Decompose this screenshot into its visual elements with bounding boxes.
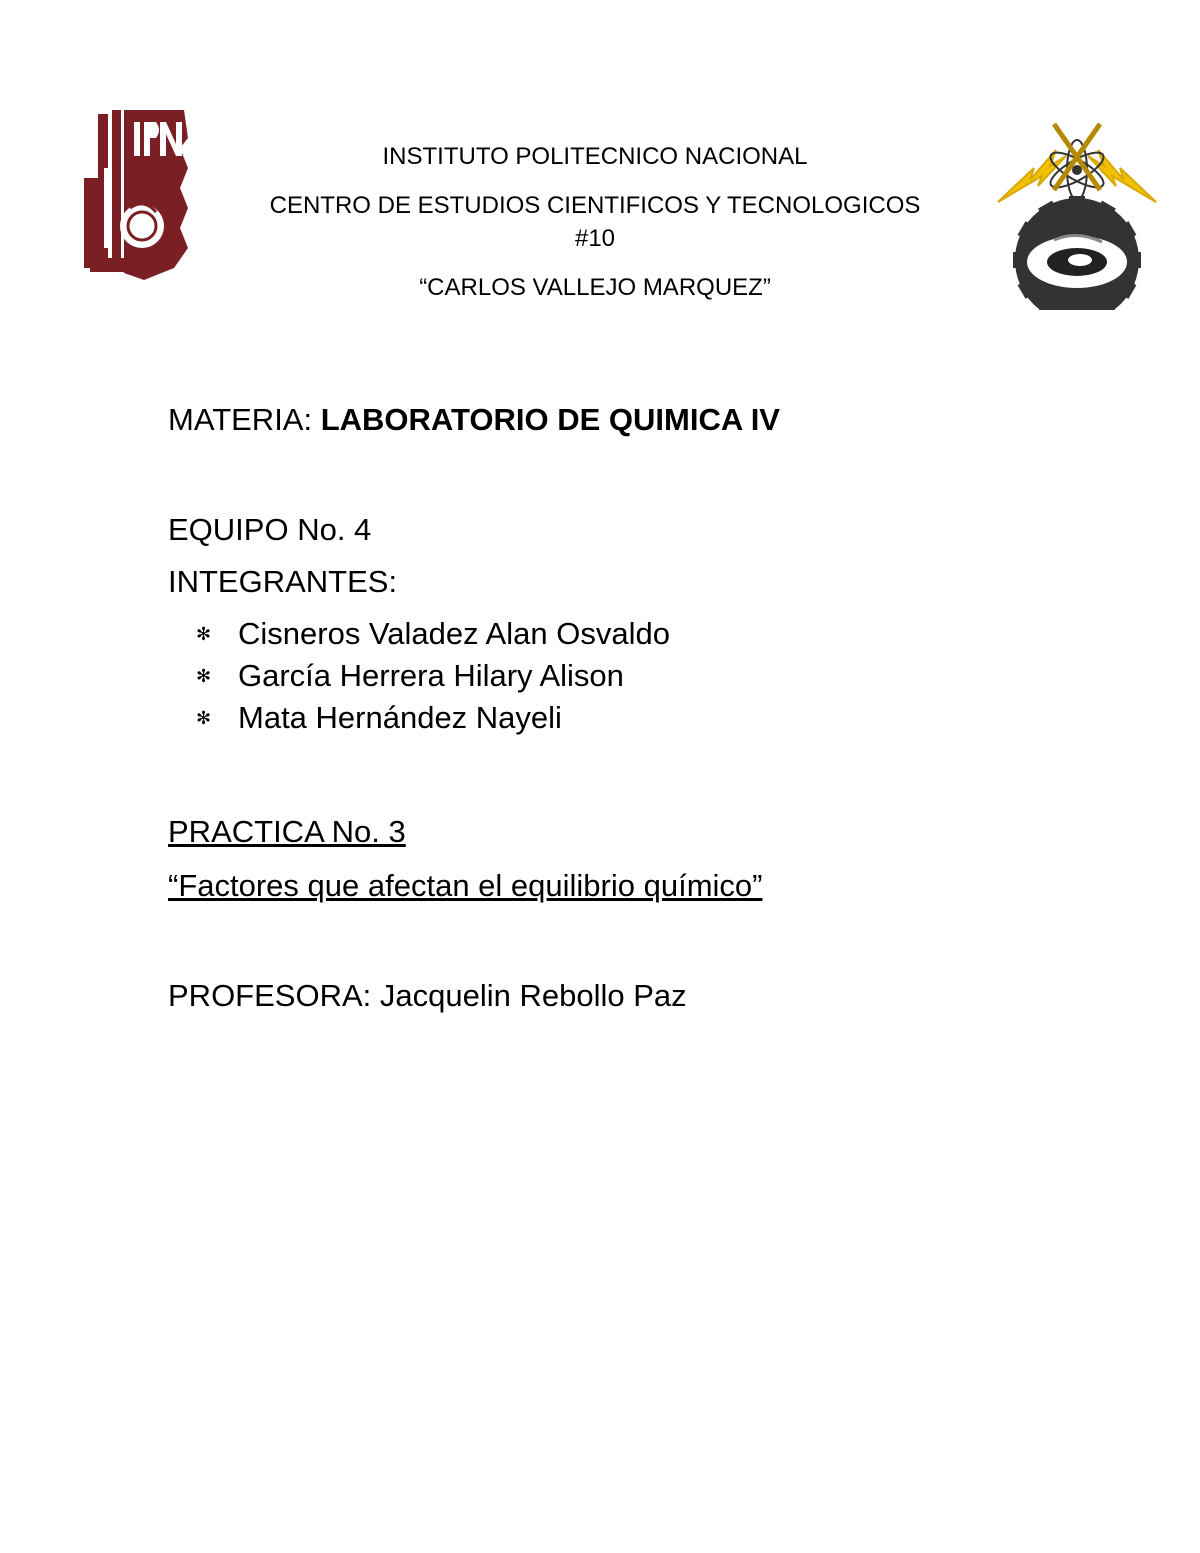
members-label: INTEGRANTES: (168, 564, 398, 599)
center-name: CENTRO DE ESTUDIOS CIENTIFICOS Y TECNOLOGICOS (269, 192, 921, 219)
ipn-logo (84, 108, 196, 284)
member-name: Cisneros Valadez Alan Osvaldo (238, 616, 670, 651)
bullet-icon: ✻ (196, 666, 212, 686)
bullet-icon: ✻ (196, 708, 212, 728)
member-name: García Herrera Hilary Alison (238, 658, 624, 693)
subject-label: MATERIA: (168, 402, 321, 437)
list-item (168, 698, 1128, 740)
school-name: “CARLOS VALLEJO MARQUEZ” (419, 274, 771, 301)
cecyt-logo (994, 120, 1160, 310)
institute-name: INSTITUTO POLITECNICO NACIONAL (382, 143, 808, 170)
members-list (168, 614, 1128, 740)
practice-title: “Factores que afectan el equilibrio químico” (168, 868, 763, 903)
teacher-line: PROFESORA: Jacquelin Rebollo Paz (168, 978, 687, 1013)
cover-content (168, 400, 1128, 1016)
center-number: #10 (574, 225, 616, 252)
bullet-icon: ✻ (196, 624, 212, 644)
list-item (168, 614, 1128, 656)
subject-value: LABORATORIO DE QUIMICA IV (320, 402, 780, 437)
member-name: Mata Hernández Nayeli (238, 700, 562, 735)
practice-number: PRACTICA No. 3 (168, 814, 406, 849)
subject-line (168, 400, 1128, 440)
team-number: EQUIPO No. 4 (168, 512, 372, 547)
list-item (168, 656, 1128, 698)
document-header (200, 140, 990, 304)
